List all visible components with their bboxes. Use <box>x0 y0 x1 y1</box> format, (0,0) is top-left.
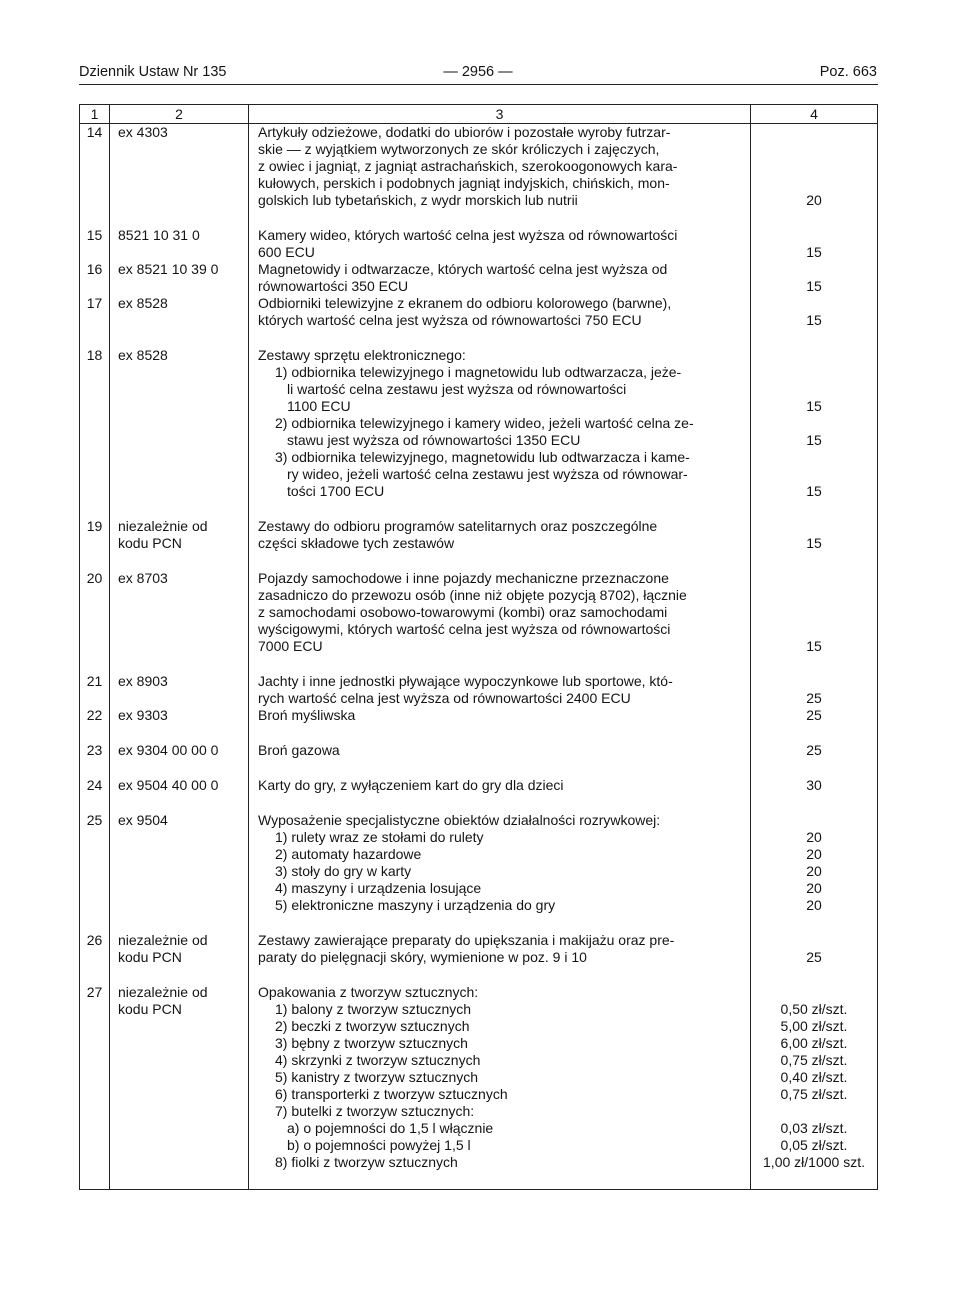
description-line: kułowych, perskich i podobnych jagniąt indyjskich, chińskich, mon- <box>258 175 670 191</box>
item-number: 19 <box>80 518 110 570</box>
rate-value <box>751 1103 877 1120</box>
rate-value: 15 <box>806 398 822 414</box>
rate-value <box>751 124 877 141</box>
table-row <box>80 570 878 673</box>
table-row <box>80 124 878 228</box>
pcn-code-cell <box>110 984 249 1190</box>
description-line: równowartości 350 ECU <box>258 278 409 294</box>
rate-cell <box>751 673 878 707</box>
rate-value: 1,00 zł/1000 szt. <box>763 1154 865 1170</box>
rate-value <box>751 673 877 690</box>
rate-value: 20 <box>806 863 822 879</box>
description-cell <box>249 518 751 570</box>
rate-value: 0,75 zł/szt. <box>780 1052 848 1068</box>
table-row <box>80 777 878 812</box>
rate-value <box>751 158 877 175</box>
description-line: paraty do pielęgnacji skóry, wymienione w poz. 9 i 10 <box>258 949 587 965</box>
page-header <box>79 64 877 84</box>
rate-value: 15 <box>806 244 822 260</box>
pcn-code-cell <box>110 261 249 295</box>
rate-value: 5,00 zł/szt. <box>780 1018 848 1034</box>
description-line: li wartość celna zestawu jest wyższa od równowartości <box>287 381 627 397</box>
description-line: 4) skrzynki z tworzyw sztucznych <box>275 1052 481 1068</box>
table-row <box>80 932 878 984</box>
column-number: 4 <box>751 105 878 124</box>
description-line: 5) kanistry z tworzyw sztucznych <box>275 1069 479 1085</box>
description-line: 4) maszyny i urządzenia losujące <box>275 880 482 896</box>
rate-value: 0,40 zł/szt. <box>780 1069 848 1085</box>
pcn-code: niezależnie od <box>118 984 208 1000</box>
rate-value <box>751 984 877 1001</box>
description-line: Artykuły odzieżowe, dodatki do ubiorów i pozostałe wyroby futrzar- <box>258 124 671 140</box>
description-line: 3) bębny z tworzyw sztucznych <box>275 1035 468 1051</box>
description-cell <box>249 984 751 1190</box>
description-cell <box>249 777 751 812</box>
rate-value: 0,03 zł/szt. <box>780 1120 848 1136</box>
description-line: a) o pojemności do 1,5 l włącznie <box>287 1120 494 1136</box>
description-line: ry wideo, jeżeli wartość celna zestawu jest wyższa od równowar- <box>287 466 688 482</box>
table-row <box>80 707 878 742</box>
rate-value <box>751 449 877 466</box>
pcn-code-cell <box>110 812 249 932</box>
rate-value: 20 <box>806 846 822 862</box>
description-line: 3) stoły do gry w karty <box>275 863 412 879</box>
description-line: Broń myśliwska <box>258 707 356 723</box>
rate-value <box>751 347 877 364</box>
description-line: Wyposażenie specjalistyczne obiektów działalności rozrywkowej: <box>258 812 661 828</box>
description-cell <box>249 261 751 295</box>
description-line: których wartość celna jest wyższa od równowartości 750 ECU <box>258 312 642 328</box>
table-row <box>80 984 878 1190</box>
description-line: zasadniczo do przewozu osób (inne niż objęte pozycją 8702), łącznie <box>258 587 687 603</box>
rate-value <box>751 364 877 381</box>
description-line: 3) odbiornika telewizyjnego, magnetowidu lub odtwarzacza i kame- <box>275 449 690 465</box>
pcn-code: kodu PCN <box>118 535 182 551</box>
rate-cell <box>751 518 878 570</box>
rate-value <box>751 812 877 829</box>
item-number: 20 <box>80 570 110 673</box>
column-number: 1 <box>80 105 110 124</box>
rate-cell <box>751 742 878 777</box>
rate-value <box>751 621 877 638</box>
rate-value <box>751 518 877 535</box>
column-number-row <box>80 105 878 124</box>
item-number: 26 <box>80 932 110 984</box>
description-cell <box>249 124 751 228</box>
description-cell <box>249 227 751 261</box>
rate-value: 20 <box>806 880 822 896</box>
pcn-code: ex 8703 <box>118 570 168 586</box>
description-line: golskich lub tybetańskich, z wydr morskich lub nutrii <box>258 192 578 208</box>
rate-value <box>751 570 877 587</box>
rate-value: 0,75 zł/szt. <box>780 1086 848 1102</box>
rate-value <box>751 261 877 278</box>
description-line: Zestawy zawierające preparaty do upiększania i makijażu oraz pre- <box>258 932 675 948</box>
rate-value: 25 <box>806 707 822 723</box>
pcn-code: 8521 10 31 0 <box>118 227 200 243</box>
rate-cell <box>751 347 878 518</box>
description-cell <box>249 347 751 518</box>
rate-cell <box>751 570 878 673</box>
pcn-code-cell <box>110 347 249 518</box>
description-line: Zestawy sprzętu elektronicznego: <box>258 347 466 363</box>
description-line: Zestawy do odbioru programów satelitarnych oraz poszczególne <box>258 518 658 534</box>
table-row <box>80 227 878 261</box>
description-line: 7000 ECU <box>258 638 323 654</box>
rate-value <box>751 932 877 949</box>
table-row <box>80 673 878 707</box>
description-line: skie — z wyjątkiem wytworzonych ze skór króliczych i zajęczych, <box>258 141 660 157</box>
description-line: Magnetowidy i odtwarzacze, których wartość celna jest wyższa od <box>258 261 668 277</box>
item-number: 24 <box>80 777 110 812</box>
rate-value <box>751 175 877 192</box>
table-row <box>80 347 878 518</box>
pcn-code: niezależnie od <box>118 518 208 534</box>
pcn-code-cell <box>110 227 249 261</box>
description-line: stawu jest wyższa od równowartości 1350 ECU <box>287 432 581 448</box>
description-line: 2) odbiornika telewizyjnego i kamery wideo, jeżeli wartość celna ze- <box>275 415 694 431</box>
description-cell <box>249 707 751 742</box>
rate-value <box>751 227 877 244</box>
pcn-code: ex 9304 00 00 0 <box>118 742 219 758</box>
pcn-code: kodu PCN <box>118 949 182 965</box>
pcn-code-cell <box>110 518 249 570</box>
description-line: 1) odbiornika telewizyjnego i magnetowidu lub odtwarzacza, jeże- <box>275 364 682 380</box>
pcn-code-cell <box>110 570 249 673</box>
description-line: 2) beczki z tworzyw sztucznych <box>275 1018 470 1034</box>
rate-cell <box>751 777 878 812</box>
rate-value: 15 <box>806 483 822 499</box>
description-line: Pojazdy samochodowe i inne pojazdy mechaniczne przeznaczone <box>258 570 669 586</box>
pcn-code-cell <box>110 777 249 812</box>
rate-value: 15 <box>806 278 822 294</box>
description-line: Broń gazowa <box>258 742 340 758</box>
rate-cell <box>751 295 878 347</box>
table-row <box>80 812 878 932</box>
item-number: 21 <box>80 673 110 707</box>
rate-value: 20 <box>806 897 822 913</box>
page-number: — 2956 — <box>443 64 513 80</box>
rate-value: 0,50 zł/szt. <box>780 1001 848 1017</box>
rate-cell <box>751 261 878 295</box>
description-line: 2) automaty hazardowe <box>275 846 422 862</box>
rate-value: 15 <box>806 312 822 328</box>
pcn-code: ex 9504 <box>118 812 168 828</box>
item-number: 27 <box>80 984 110 1190</box>
rate-value <box>751 295 877 312</box>
description-cell <box>249 812 751 932</box>
rate-value: 15 <box>806 432 822 448</box>
description-line: 5) elektroniczne maszyny i urządzenia do gry <box>275 897 556 913</box>
description-line: Jachty i inne jednostki pływające wypoczynkowe lub sportowe, któ- <box>258 673 673 689</box>
rate-value: 6,00 zł/szt. <box>780 1035 848 1051</box>
rate-value: 15 <box>806 535 822 551</box>
rate-cell <box>751 812 878 932</box>
item-number: 16 <box>80 261 110 295</box>
column-number: 3 <box>249 105 751 124</box>
item-number: 25 <box>80 812 110 932</box>
description-line: Opakowania z tworzyw sztucznych: <box>258 984 479 1000</box>
pcn-code-cell <box>110 295 249 347</box>
pcn-code: ex 4303 <box>118 124 168 140</box>
description-line: 1100 ECU <box>287 398 351 414</box>
description-cell <box>249 295 751 347</box>
description-line: części składowe tych zestawów <box>258 535 455 551</box>
description-line: z samochodami osobowo-towarowymi (kombi) oraz samochodami <box>258 604 668 620</box>
item-number: 18 <box>80 347 110 518</box>
pcn-code-cell <box>110 707 249 742</box>
column-number: 2 <box>110 105 249 124</box>
rate-cell <box>751 124 878 228</box>
table-row <box>80 742 878 777</box>
item-number: 23 <box>80 742 110 777</box>
pcn-code: ex 8903 <box>118 673 168 689</box>
item-number: 17 <box>80 295 110 347</box>
rate-value <box>751 466 877 483</box>
description-line: Kamery wideo, których wartość celna jest wyższa od równowartości <box>258 227 678 243</box>
table-row <box>80 518 878 570</box>
description-line: 6) transporterki z tworzyw sztucznych <box>275 1086 508 1102</box>
header-rule <box>79 84 878 85</box>
pcn-code-cell <box>110 673 249 707</box>
rate-value <box>751 604 877 621</box>
item-number: 22 <box>80 707 110 742</box>
description-line: 8) fiolki z tworzyw sztucznych <box>275 1154 458 1170</box>
pcn-code-cell <box>110 932 249 984</box>
description-cell <box>249 673 751 707</box>
description-cell <box>249 742 751 777</box>
pcn-code: ex 9303 <box>118 707 168 723</box>
description-line: tości 1700 ECU <box>287 483 385 499</box>
rate-value: 0,05 zł/szt. <box>780 1137 848 1153</box>
rate-value <box>751 415 877 432</box>
description-line: Odbiorniki telewizyjne z ekranem do odbioru kolorowego (barwne), <box>258 295 672 311</box>
pcn-code-cell <box>110 124 249 228</box>
table-row <box>80 295 878 347</box>
rate-value: 25 <box>806 690 822 706</box>
pcn-code: ex 9504 40 00 0 <box>118 777 219 793</box>
table-row <box>80 261 878 295</box>
description-cell <box>249 570 751 673</box>
pcn-code: ex 8528 <box>118 295 168 311</box>
item-number: 15 <box>80 227 110 261</box>
rate-cell <box>751 984 878 1190</box>
rate-value: 15 <box>806 638 822 654</box>
description-line: 1) rulety wraz ze stołami do rulety <box>275 829 484 845</box>
description-line: rych wartość celna jest wyższa od równowartości 2400 ECU <box>258 690 631 706</box>
rate-value: 25 <box>806 949 822 965</box>
description-line: 1) balony z tworzyw sztucznych <box>275 1001 472 1017</box>
item-number: 14 <box>80 124 110 228</box>
rate-value <box>751 381 877 398</box>
description-line: 7) butelki z tworzyw sztucznych: <box>275 1103 475 1119</box>
pcn-code: ex 8528 <box>118 347 168 363</box>
pcn-code: niezależnie od <box>118 932 208 948</box>
rate-cell <box>751 932 878 984</box>
description-line: z owiec i jagniąt, z jagniąt astrachańskich, szerokoogonowych kara- <box>258 158 678 174</box>
pcn-code: ex 8521 10 39 0 <box>118 261 219 277</box>
description-line: b) o pojemności powyżej 1,5 l <box>287 1137 471 1153</box>
rate-value <box>751 587 877 604</box>
rate-value <box>751 141 877 158</box>
tariff-table <box>79 104 878 1190</box>
journal-title: Dziennik Ustaw Nr 135 <box>79 64 227 80</box>
rate-cell <box>751 707 878 742</box>
position-number: Poz. 663 <box>819 64 877 80</box>
description-line: wyścigowymi, których wartość celna jest wyższa od równowartości <box>258 621 671 637</box>
rate-value: 25 <box>806 742 822 758</box>
description-line: Karty do gry, z wyłączeniem kart do gry dla dzieci <box>258 777 564 793</box>
description-line: 600 ECU <box>258 244 315 260</box>
rate-value: 20 <box>806 192 822 208</box>
description-cell <box>249 932 751 984</box>
rate-cell <box>751 227 878 261</box>
rate-value: 20 <box>806 829 822 845</box>
pcn-code: kodu PCN <box>118 1001 182 1017</box>
rate-value: 30 <box>806 777 822 793</box>
pcn-code-cell <box>110 742 249 777</box>
